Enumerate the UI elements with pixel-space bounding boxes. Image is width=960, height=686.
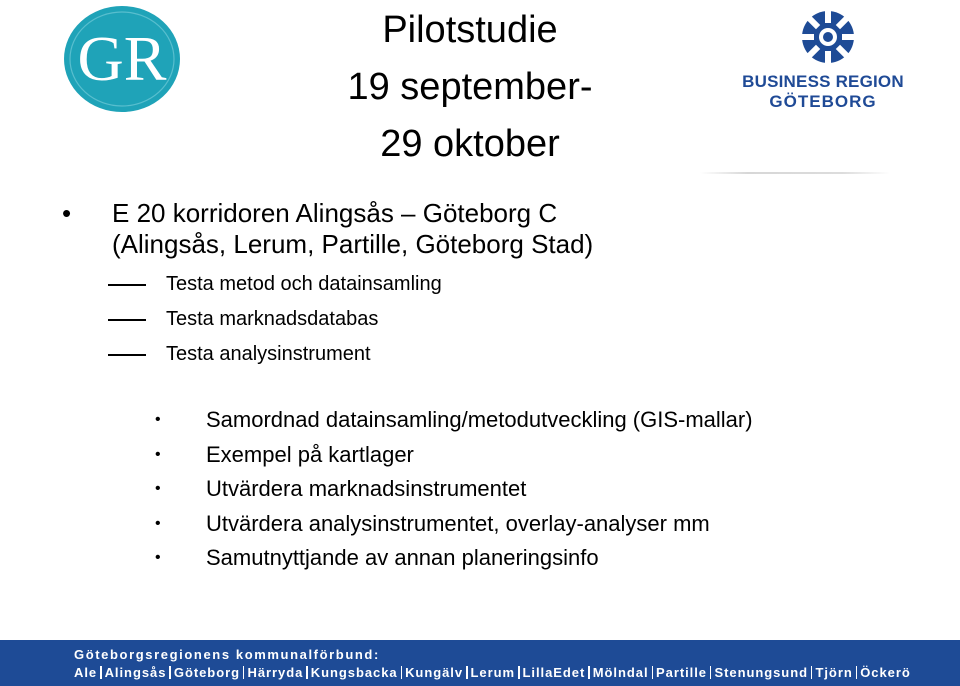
footer-municipality: Ale [74, 665, 98, 680]
bullet-icon: • [155, 480, 161, 497]
footer-municipality: Stenungsund [714, 665, 808, 680]
footer-separator [243, 666, 245, 679]
list-item-label: Samutnyttjande av annan planeringsinfo [206, 545, 599, 570]
business-region-goteborg-logo-icon [738, 4, 908, 70]
footer-separator [401, 666, 403, 679]
footer-separator [856, 666, 858, 679]
title-line-3: 29 oktober [380, 123, 560, 165]
footer-municipality: Alingsås [104, 665, 167, 680]
footer-separator [710, 666, 712, 679]
gr-logo-icon [62, 4, 184, 114]
list-item-label: Samordnad datainsamling/metodutveckling (GIS-mallar) [206, 407, 753, 432]
footer-municipality: Göteborg [173, 665, 240, 680]
footer-municipality: Kungsbacka [310, 665, 398, 680]
title-line-2: 19 september- [347, 66, 593, 108]
main-bullet-line-2: (Alingsås, Lerum, Partille, Göteborg Stad) [112, 229, 594, 259]
footer-municipality: Tjörn [815, 665, 853, 680]
footer-municipality: Kungälv [405, 665, 464, 680]
main-bullet-text [112, 198, 593, 260]
business-region-goteborg-logo [738, 4, 908, 116]
page-title [260, 2, 680, 173]
header-divider [700, 172, 890, 174]
footer-bar [0, 640, 960, 686]
footer-municipalities [74, 665, 911, 680]
footer-title: Göteborgsregionens kommunalförbund: [74, 647, 380, 662]
list-item-label: Utvärdera analysinstrumentet, overlay-analyser mm [206, 511, 710, 536]
dash-icon [108, 284, 146, 286]
bullet-icon: • [155, 515, 161, 532]
bullet-icon: • [155, 411, 161, 428]
dash-item-label: Testa marknadsdatabas [166, 308, 379, 330]
footer-municipality: Mölndal [592, 665, 649, 680]
main-bullet-line-1: E 20 korridoren Alingsås – Göteborg C [112, 198, 558, 228]
brg-logo-line-1: BUSINESS REGION [742, 72, 904, 91]
title-line-1: Pilotstudie [382, 9, 558, 51]
brg-logo-line-2: GÖTEBORG [769, 92, 877, 111]
bullet-icon: • [155, 446, 161, 463]
dash-item-label: Testa metod och datainsamling [166, 273, 442, 295]
footer-separator [518, 666, 520, 679]
footer-separator [169, 666, 171, 679]
footer-separator [100, 666, 102, 679]
dash-icon [108, 354, 146, 356]
footer-separator [588, 666, 590, 679]
dash-item-label: Testa analysinstrument [166, 343, 371, 365]
footer-separator [306, 666, 308, 679]
footer-municipality: Härryda [247, 665, 304, 680]
list-item-label: Exempel på kartlager [206, 442, 414, 467]
footer-municipality: Öckerö [860, 665, 911, 680]
footer-municipality: LillaEdet [522, 665, 586, 680]
bullet-icon: • [62, 198, 72, 228]
footer-municipality: Lerum [470, 665, 516, 680]
gr-logo [62, 4, 184, 114]
list-item-label: Utvärdera marknadsinstrumentet [206, 476, 527, 501]
footer-municipality: Partille [656, 665, 707, 680]
footer-separator [811, 666, 813, 679]
footer-separator [466, 666, 468, 679]
dash-icon [108, 319, 146, 321]
gr-logo-text: GR [77, 23, 167, 94]
bullet-icon: • [155, 549, 161, 566]
footer-separator [652, 666, 654, 679]
